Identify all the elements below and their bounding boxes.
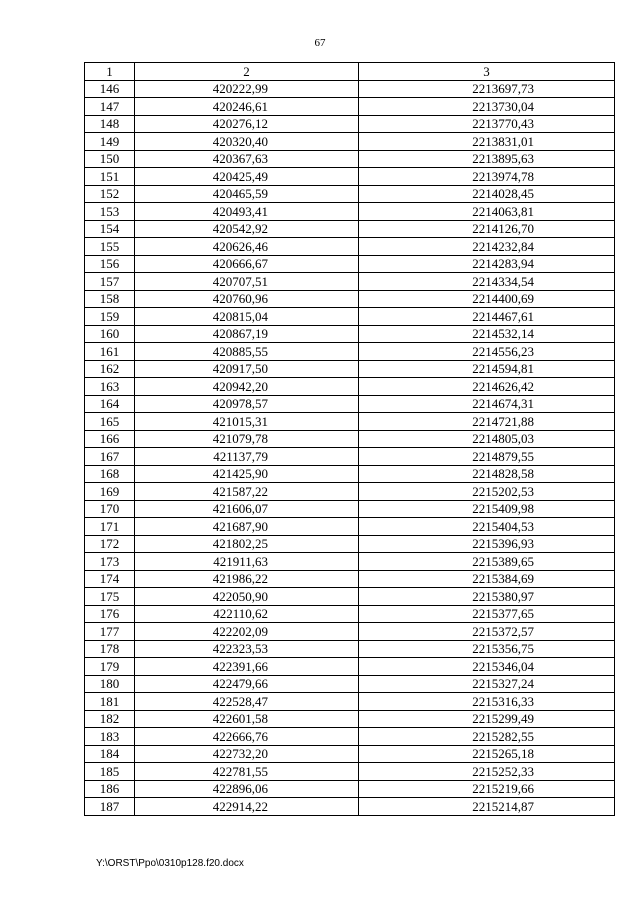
row-number-cell: 160 — [85, 325, 135, 343]
y-coordinate-cell: 2214028,45 — [359, 185, 615, 203]
table-row — [85, 570, 615, 588]
row-number-cell: 156 — [85, 255, 135, 273]
x-coordinate-cell: 421986,22 — [135, 570, 359, 588]
x-coordinate-cell: 422323,53 — [135, 640, 359, 658]
x-coordinate-cell: 421587,22 — [135, 483, 359, 501]
y-coordinate-cell: 2215265,18 — [359, 745, 615, 763]
y-coordinate-cell: 2215409,98 — [359, 500, 615, 518]
row-number-cell: 158 — [85, 290, 135, 308]
y-coordinate-cell: 2214334,54 — [359, 273, 615, 291]
y-coordinate-cell: 2215380,97 — [359, 588, 615, 606]
x-coordinate-cell: 420978,57 — [135, 395, 359, 413]
x-coordinate-cell: 422601,58 — [135, 710, 359, 728]
x-coordinate-cell: 421137,79 — [135, 448, 359, 466]
x-coordinate-cell: 420465,59 — [135, 185, 359, 203]
x-coordinate-cell: 422896,06 — [135, 780, 359, 798]
table-row — [85, 780, 615, 798]
x-coordinate-cell: 421425,90 — [135, 465, 359, 483]
row-number-cell: 152 — [85, 185, 135, 203]
column-header-2: 2 — [135, 63, 359, 81]
y-coordinate-cell: 2214721,88 — [359, 413, 615, 431]
table-row — [85, 308, 615, 326]
y-coordinate-cell: 2214126,70 — [359, 220, 615, 238]
table-row — [85, 378, 615, 396]
y-coordinate-cell: 2214232,84 — [359, 238, 615, 256]
table-row — [85, 728, 615, 746]
row-number-cell: 169 — [85, 483, 135, 501]
y-coordinate-cell: 2214467,61 — [359, 308, 615, 326]
y-coordinate-cell: 2214828,58 — [359, 465, 615, 483]
row-number-cell: 149 — [85, 133, 135, 151]
x-coordinate-cell: 420626,46 — [135, 238, 359, 256]
row-number-cell: 183 — [85, 728, 135, 746]
y-coordinate-cell: 2215377,65 — [359, 605, 615, 623]
x-coordinate-cell: 420320,40 — [135, 133, 359, 151]
y-coordinate-cell: 2214805,03 — [359, 430, 615, 448]
table-row — [85, 80, 615, 98]
coordinates-table — [84, 62, 615, 816]
row-number-cell: 184 — [85, 745, 135, 763]
table-row — [85, 325, 615, 343]
table-row — [85, 360, 615, 378]
y-coordinate-cell: 2215282,55 — [359, 728, 615, 746]
table-row — [85, 395, 615, 413]
row-number-cell: 185 — [85, 763, 135, 781]
row-number-cell: 155 — [85, 238, 135, 256]
y-coordinate-cell: 2213895,63 — [359, 150, 615, 168]
y-coordinate-cell: 2214400,69 — [359, 290, 615, 308]
x-coordinate-cell: 420493,41 — [135, 203, 359, 221]
table-row — [85, 203, 615, 221]
table-row — [85, 465, 615, 483]
row-number-cell: 166 — [85, 430, 135, 448]
x-coordinate-cell: 421606,07 — [135, 500, 359, 518]
y-coordinate-cell: 2214879,55 — [359, 448, 615, 466]
row-number-cell: 157 — [85, 273, 135, 291]
x-coordinate-cell: 422391,66 — [135, 658, 359, 676]
table-row — [85, 553, 615, 571]
table-row — [85, 430, 615, 448]
row-number-cell: 172 — [85, 535, 135, 553]
x-coordinate-cell: 422781,55 — [135, 763, 359, 781]
y-coordinate-cell: 2215372,57 — [359, 623, 615, 641]
table-row — [85, 238, 615, 256]
row-number-cell: 148 — [85, 115, 135, 133]
row-number-cell: 180 — [85, 675, 135, 693]
table-row — [85, 675, 615, 693]
row-number-cell: 146 — [85, 80, 135, 98]
table-row — [85, 658, 615, 676]
x-coordinate-cell: 420367,63 — [135, 150, 359, 168]
y-coordinate-cell: 2213974,78 — [359, 168, 615, 186]
table-row — [85, 255, 615, 273]
table-body — [85, 80, 615, 815]
x-coordinate-cell: 421911,63 — [135, 553, 359, 571]
row-number-cell: 175 — [85, 588, 135, 606]
row-number-cell: 164 — [85, 395, 135, 413]
y-coordinate-cell: 2213831,01 — [359, 133, 615, 151]
x-coordinate-cell: 420707,51 — [135, 273, 359, 291]
row-number-cell: 147 — [85, 98, 135, 116]
row-number-cell: 168 — [85, 465, 135, 483]
row-number-cell: 171 — [85, 518, 135, 536]
table-row — [85, 413, 615, 431]
column-header-3: 3 — [359, 63, 615, 81]
table-row — [85, 133, 615, 151]
y-coordinate-cell: 2215219,66 — [359, 780, 615, 798]
table-row — [85, 220, 615, 238]
table-row — [85, 588, 615, 606]
row-number-cell: 173 — [85, 553, 135, 571]
table-row — [85, 98, 615, 116]
row-number-cell: 167 — [85, 448, 135, 466]
x-coordinate-cell: 421015,31 — [135, 413, 359, 431]
row-number-cell: 187 — [85, 798, 135, 816]
table-row — [85, 290, 615, 308]
x-coordinate-cell: 420815,04 — [135, 308, 359, 326]
table-row — [85, 798, 615, 816]
row-number-cell: 176 — [85, 605, 135, 623]
x-coordinate-cell: 422050,90 — [135, 588, 359, 606]
y-coordinate-cell: 2215202,53 — [359, 483, 615, 501]
table-row — [85, 623, 615, 641]
row-number-cell: 151 — [85, 168, 135, 186]
page-number: 67 — [314, 37, 326, 49]
x-coordinate-cell: 420942,20 — [135, 378, 359, 396]
x-coordinate-cell: 422914,22 — [135, 798, 359, 816]
row-number-cell: 186 — [85, 780, 135, 798]
footer-file-path: Y:\ORST\Ppo\0310p128.f20.docx — [96, 858, 244, 869]
x-coordinate-cell: 422666,76 — [135, 728, 359, 746]
table-row — [85, 518, 615, 536]
x-coordinate-cell: 420666,67 — [135, 255, 359, 273]
row-number-cell: 150 — [85, 150, 135, 168]
table-row — [85, 343, 615, 361]
row-number-cell: 182 — [85, 710, 135, 728]
y-coordinate-cell: 2213730,04 — [359, 98, 615, 116]
x-coordinate-cell: 422110,62 — [135, 605, 359, 623]
x-coordinate-cell: 420867,19 — [135, 325, 359, 343]
row-number-cell: 153 — [85, 203, 135, 221]
row-number-cell: 161 — [85, 343, 135, 361]
table-row — [85, 745, 615, 763]
x-coordinate-cell: 420222,99 — [135, 80, 359, 98]
x-coordinate-cell: 420425,49 — [135, 168, 359, 186]
row-number-cell: 170 — [85, 500, 135, 518]
table-row — [85, 535, 615, 553]
table-row — [85, 605, 615, 623]
y-coordinate-cell: 2215299,49 — [359, 710, 615, 728]
table-row — [85, 693, 615, 711]
table-row — [85, 185, 615, 203]
table-row — [85, 273, 615, 291]
x-coordinate-cell: 421079,78 — [135, 430, 359, 448]
y-coordinate-cell: 2214063,81 — [359, 203, 615, 221]
y-coordinate-cell: 2215316,33 — [359, 693, 615, 711]
y-coordinate-cell: 2214532,14 — [359, 325, 615, 343]
y-coordinate-cell: 2214283,94 — [359, 255, 615, 273]
x-coordinate-cell: 420885,55 — [135, 343, 359, 361]
x-coordinate-cell: 422528,47 — [135, 693, 359, 711]
row-number-cell: 179 — [85, 658, 135, 676]
x-coordinate-cell: 422479,66 — [135, 675, 359, 693]
row-number-cell: 174 — [85, 570, 135, 588]
x-coordinate-cell: 421687,90 — [135, 518, 359, 536]
y-coordinate-cell: 2214674,31 — [359, 395, 615, 413]
table-row — [85, 168, 615, 186]
table-row — [85, 640, 615, 658]
y-coordinate-cell: 2215214,87 — [359, 798, 615, 816]
y-coordinate-cell: 2215327,24 — [359, 675, 615, 693]
x-coordinate-cell: 420917,50 — [135, 360, 359, 378]
table-row — [85, 115, 615, 133]
x-coordinate-cell: 421802,25 — [135, 535, 359, 553]
y-coordinate-cell: 2215389,65 — [359, 553, 615, 571]
row-number-cell: 177 — [85, 623, 135, 641]
y-coordinate-cell: 2215404,53 — [359, 518, 615, 536]
row-number-cell: 154 — [85, 220, 135, 238]
x-coordinate-cell: 420276,12 — [135, 115, 359, 133]
y-coordinate-cell: 2214556,23 — [359, 343, 615, 361]
row-number-cell: 159 — [85, 308, 135, 326]
y-coordinate-cell: 2215396,93 — [359, 535, 615, 553]
row-number-cell: 178 — [85, 640, 135, 658]
table-row — [85, 448, 615, 466]
table-row — [85, 763, 615, 781]
row-number-cell: 165 — [85, 413, 135, 431]
table-row — [85, 710, 615, 728]
y-coordinate-cell: 2214594,81 — [359, 360, 615, 378]
y-coordinate-cell: 2213770,43 — [359, 115, 615, 133]
x-coordinate-cell: 420760,96 — [135, 290, 359, 308]
table-row — [85, 500, 615, 518]
y-coordinate-cell: 2215346,04 — [359, 658, 615, 676]
row-number-cell: 163 — [85, 378, 135, 396]
x-coordinate-cell: 422732,20 — [135, 745, 359, 763]
x-coordinate-cell: 420246,61 — [135, 98, 359, 116]
column-header-1: 1 — [85, 63, 135, 81]
table-row — [85, 483, 615, 501]
y-coordinate-cell: 2214626,42 — [359, 378, 615, 396]
x-coordinate-cell: 422202,09 — [135, 623, 359, 641]
y-coordinate-cell: 2215384,69 — [359, 570, 615, 588]
x-coordinate-cell: 420542,92 — [135, 220, 359, 238]
y-coordinate-cell: 2215356,75 — [359, 640, 615, 658]
table-header-row — [85, 63, 615, 81]
row-number-cell: 162 — [85, 360, 135, 378]
y-coordinate-cell: 2215252,33 — [359, 763, 615, 781]
y-coordinate-cell: 2213697,73 — [359, 80, 615, 98]
row-number-cell: 181 — [85, 693, 135, 711]
table-row — [85, 150, 615, 168]
